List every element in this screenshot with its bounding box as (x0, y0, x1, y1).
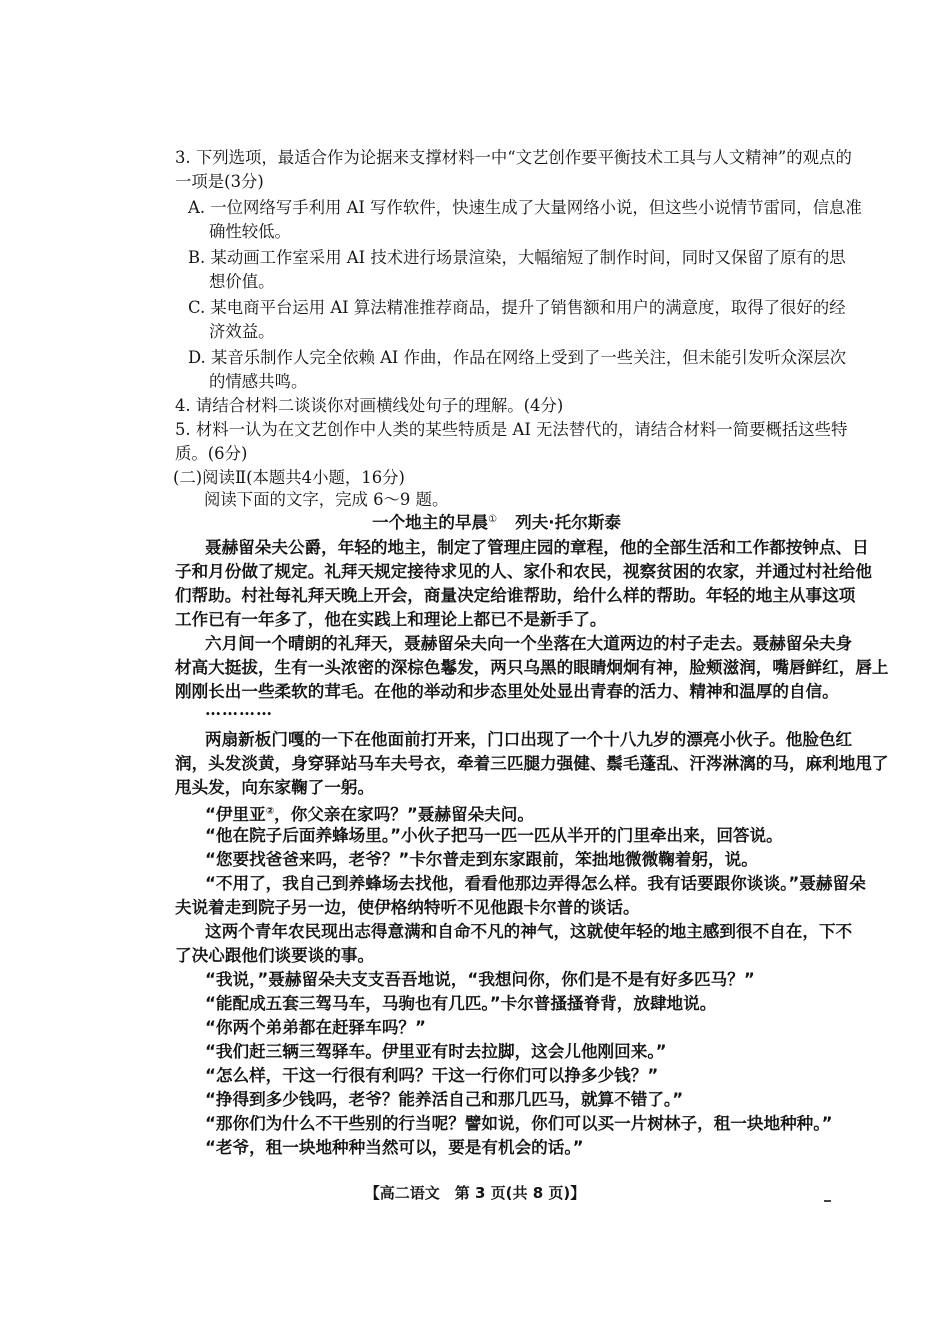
story-dialogue (205, 800, 534, 827)
story-line: “你两个弟弟都在赶驿车吗？” (205, 1018, 426, 1037)
story-line: 材高大挺拔，生有一头浓密的深棕色鬈发，两只乌黑的眼睛炯炯有神，脸颊滋润，嘴唇鲜红，唇上 (175, 658, 889, 677)
story-line: “怎么样，干这一行很有利吗？干这一行你们可以挣多少钱？” (205, 1066, 659, 1085)
q5-stem: 5. 材料一认为在文艺创作中人类的某些特质是 AI 无法替代的，请结合材料一简要概括这些特 (175, 420, 848, 439)
story-line: 两扇新板门嘎的一下在他面前打开来，门口出现了一个十八九岁的漂亮小伙子。他脸色红 (205, 730, 853, 749)
section-heading: (二)阅读Ⅱ(本题共4小题，16分) (173, 468, 405, 487)
q4-stem: 4. 请结合材料二谈谈你对画横线处句子的理解。(4分) (175, 396, 564, 415)
story-line: “我说，”聂赫留朵夫支支吾吾地说，“我想问你，你们是不是有好多匹马？” (205, 970, 755, 989)
story-line: 甩头发，向东家鞠了一躬。 (175, 778, 375, 797)
q5-stem-cont: 质。(6分) (175, 444, 248, 463)
story-title: 一个地主的早晨 (372, 513, 489, 532)
q3-option-b: B. 某动画工作室采用 AI 技术进行场景渲染，大幅缩短了制作时间，同时又保留了原有的思 (188, 248, 846, 267)
story-line: “您要找爸爸来吗，老爷？”卡尔普走到东家跟前，笨拙地微微鞠着躬，说。 (205, 850, 758, 869)
dialogue-part: ，你父亲在家吗？”聂赫留朵夫问。 (274, 805, 534, 824)
story-line: 六月间一个晴朗的礼拜天，聂赫留朵夫向一个坐落在大道两边的村子走去。聂赫留朵夫身 (205, 634, 853, 653)
q3-option-a: A. 一位网络写手利用 AI 写作软件，快速生成了大量网络小说，但这些小说情节雷同，信息准 (188, 198, 862, 217)
story-line: 这两个青年农民现出志得意满和自命不凡的神气，这就使年轻的地主感到很不自在，下不 (205, 922, 853, 941)
story-line: “我们赶三辆三驾驿车。伊里亚有时去拉脚，这会儿他刚回来。” (205, 1042, 667, 1061)
q3-stem: 3. 下列选项，最适合作为论据来支撑材料一中“文艺创作要平衡技术工具与人文精神”的观点的 (175, 148, 852, 167)
story-line: 工作已有一年多了，他在实践上和理论上都已不是新手了。 (175, 610, 607, 629)
story-line: 们帮助。村社每礼拜天晚上开会，商量决定给谁帮助，给什么样的帮助。年轻的地主从事这项 (175, 586, 856, 605)
omission-ellipsis: ………… (205, 700, 273, 719)
story-line: “能配成五套三驾马车，马驹也有几匹。”卡尔普搔搔脊背，放肆地说。 (205, 994, 717, 1013)
story-title-row (372, 508, 621, 535)
story-line: 刚刚长出一些柔软的茸毛。在他的举动和步态里处处显出青春的活力、精神和温厚的自信。 (175, 682, 839, 701)
footnote-marker: ② (265, 806, 275, 817)
q3-option-a-cont: 确性较低。 (209, 222, 291, 241)
footnote-marker: ① (488, 514, 498, 525)
story-line: 聂赫留朵夫公爵，年轻的地主，制定了管理庄园的章程，他的全部生活和工作都按钟点、日 (205, 538, 869, 557)
q3-option-c: C. 某电商平台运用 AI 算法精准推荐商品，提升了销售额和用户的满意度，取得了很好的经 (188, 298, 846, 317)
q3-option-c-cont: 济效益。 (209, 322, 275, 341)
q3-option-b-cont: 想价值。 (209, 272, 275, 291)
story-line: “挣得到多少钱吗，老爷？能养活自己和那几匹马，就算不错了。” (205, 1090, 684, 1109)
story-line: “他在院子后面养蜂场里。”小伙子把马一匹一匹从半开的门里牵出来，回答说。 (205, 826, 783, 845)
q3-option-d: D. 某音乐制作人完全依赖 AI 作曲，作品在网络上受到了一些关注，但未能引发听众深层次 (188, 348, 847, 367)
q3-stem-cont: 一项是(3分) (175, 172, 264, 191)
section-intro: 阅读下面的文字，完成 6～9 题。 (204, 490, 449, 509)
q3-option-d-cont: 的情感共鸣。 (209, 372, 308, 391)
scan-mark (824, 1200, 831, 1202)
story-author: 列夫·托尔斯泰 (515, 513, 621, 532)
dialogue-part: “伊里亚 (205, 805, 266, 824)
story-line: 润，头发淡黄，身穿驿站马车夫号衣，牵着三匹腿力强健、鬃毛蓬乱、汗涔淋漓的马，麻利地甩了 (175, 754, 889, 773)
story-line: “老爷，租一块地种种当然可以，要是有机会的话。” (205, 1138, 584, 1157)
story-line: 子和月份做了规定。礼拜天规定接待求见的人、家仆和农民，视察贫困的农家，并通过村社给他 (175, 562, 872, 581)
page-footer: 【高二语文 第 3 页(共 8 页)】 (364, 1184, 586, 1202)
story-line: “那你们为什么不干些别的行当呢？譬如说，你们可以买一片树林子，租一块地种种。” (205, 1114, 833, 1133)
story-line: 了决心跟他们谈要谈的事。 (175, 946, 375, 965)
story-line: “不用了，我自己到养蜂场去找他，看看他那边弄得怎么样。我有话要跟你谈谈。”聂赫留朵 (205, 874, 866, 893)
story-line: 夫说着走到院子另一边，使伊格纳特听不见他跟卡尔普的谈话。 (175, 898, 640, 917)
